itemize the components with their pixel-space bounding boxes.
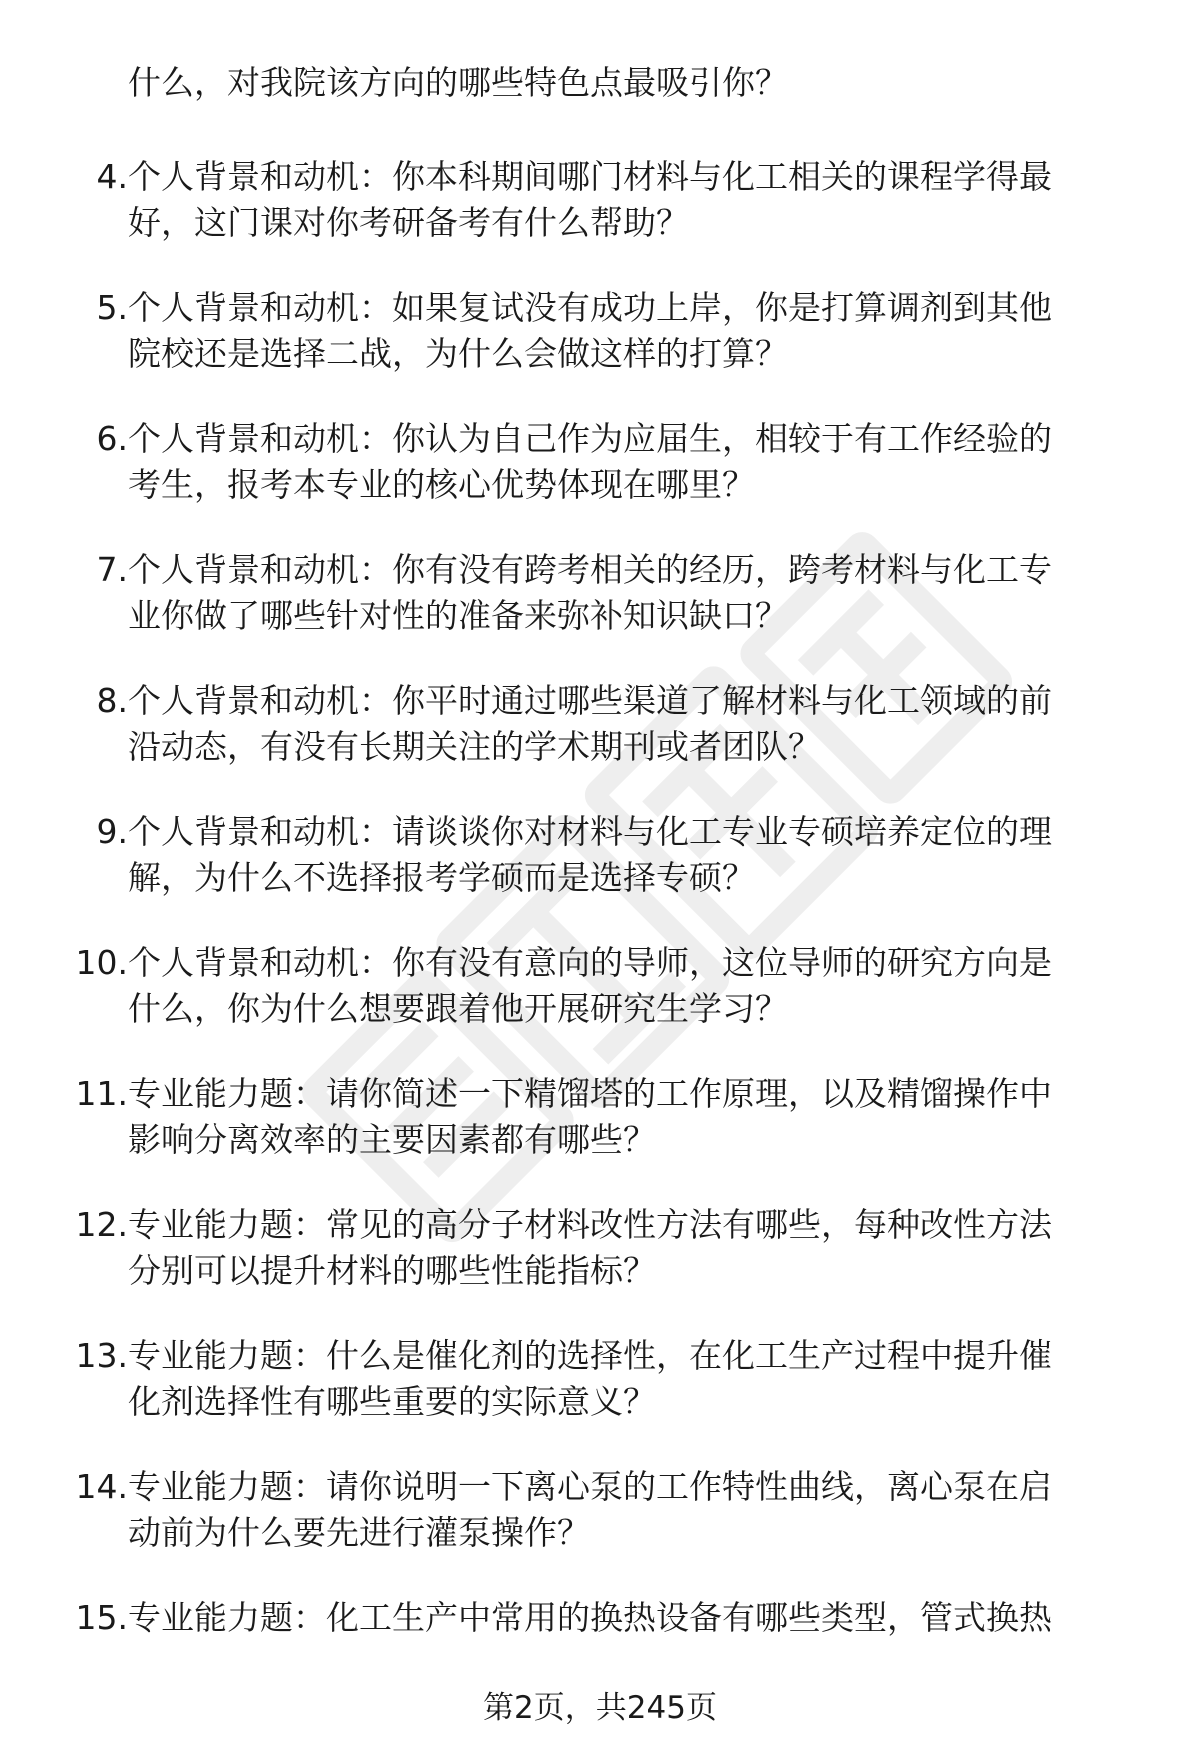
page-footer: 第2页，共245页	[483, 1690, 717, 1726]
question-text-line-2: 动前为什么要先进行灌泵操作？	[128, 1513, 590, 1552]
question-text-line-2: 解，为什么不选择报考学硕而是选择专硕？	[128, 858, 755, 897]
question-number: 15.	[75, 1598, 128, 1637]
question-text-line-1: 专业能力题：什么是催化剂的选择性，在化工生产过程中提升催	[128, 1336, 1052, 1375]
question-text-line-1: 个人背景和动机：请谈谈你对材料与化工专业专硕培养定位的理	[128, 812, 1052, 851]
intro-continuation-line: 什么，对我院该方向的哪些特色点最吸引你？	[128, 63, 788, 102]
question-number: 10.	[75, 943, 128, 982]
question-number: 4.	[96, 157, 128, 196]
question-text-line-2: 沿动态，有没有长期关注的学术期刊或者团队？	[128, 727, 821, 766]
question-text-line-2: 院校还是选择二战，为什么会做这样的打算？	[128, 334, 788, 373]
question-item	[0, 1069, 1200, 1200]
question-item	[0, 1200, 1200, 1331]
question-number: 12.	[75, 1205, 128, 1244]
question-item	[0, 283, 1200, 414]
question-text-line-1: 专业能力题：常见的高分子材料改性方法有哪些，每种改性方法	[128, 1205, 1052, 1244]
question-item	[0, 807, 1200, 938]
question-text-line-2: 影响分离效率的主要因素都有哪些？	[128, 1120, 656, 1159]
question-text-line-1: 个人背景和动机：你平时通过哪些渠道了解材料与化工领域的前	[128, 681, 1052, 720]
question-text-line-2: 化剂选择性有哪些重要的实际意义？	[128, 1382, 656, 1421]
question-text-line-2: 好，这门课对你考研备考有什么帮助？	[128, 203, 689, 242]
question-number: 13.	[75, 1336, 128, 1375]
question-text-line-1: 个人背景和动机：你有没有意向的导师，这位导师的研究方向是	[128, 943, 1052, 982]
question-text-line-1: 专业能力题：化工生产中常用的换热设备有哪些类型，管式换热	[128, 1598, 1052, 1637]
question-number: 6.	[96, 419, 128, 458]
question-text-line-2: 什么，你为什么想要跟着他开展研究生学习？	[128, 989, 788, 1028]
question-item	[0, 676, 1200, 807]
question-text-line-2: 业你做了哪些针对性的准备来弥补知识缺口？	[128, 596, 788, 635]
question-item	[0, 938, 1200, 1069]
question-text-line-1: 专业能力题：请你说明一下离心泵的工作特性曲线，离心泵在启	[128, 1467, 1052, 1506]
question-item	[0, 414, 1200, 545]
question-text-line-2: 分别可以提升材料的哪些性能指标？	[128, 1251, 656, 1290]
question-text-line-1: 个人背景和动机：你本科期间哪门材料与化工相关的课程学得最	[128, 157, 1052, 196]
question-text-line-1: 个人背景和动机：你认为自己作为应届生，相较于有工作经验的	[128, 419, 1052, 458]
question-number: 14.	[75, 1467, 128, 1506]
question-number: 11.	[75, 1074, 128, 1113]
question-text-line-1: 专业能力题：请你简述一下精馏塔的工作原理，以及精馏操作中	[128, 1074, 1052, 1113]
question-number: 5.	[96, 288, 128, 327]
question-list	[0, 152, 1200, 1724]
question-number: 8.	[96, 681, 128, 720]
question-text-line-1: 个人背景和动机：你有没有跨考相关的经历，跨考材料与化工专	[128, 550, 1052, 589]
question-item	[0, 152, 1200, 283]
question-item	[0, 1331, 1200, 1462]
question-item	[0, 1462, 1200, 1593]
question-item	[0, 545, 1200, 676]
question-text-line-2: 考生，报考本专业的核心优势体现在哪里？	[128, 465, 755, 504]
question-text-line-1: 个人背景和动机：如果复试没有成功上岸，你是打算调剂到其他	[128, 288, 1052, 327]
question-number: 9.	[96, 812, 128, 851]
question-number: 7.	[96, 550, 128, 589]
